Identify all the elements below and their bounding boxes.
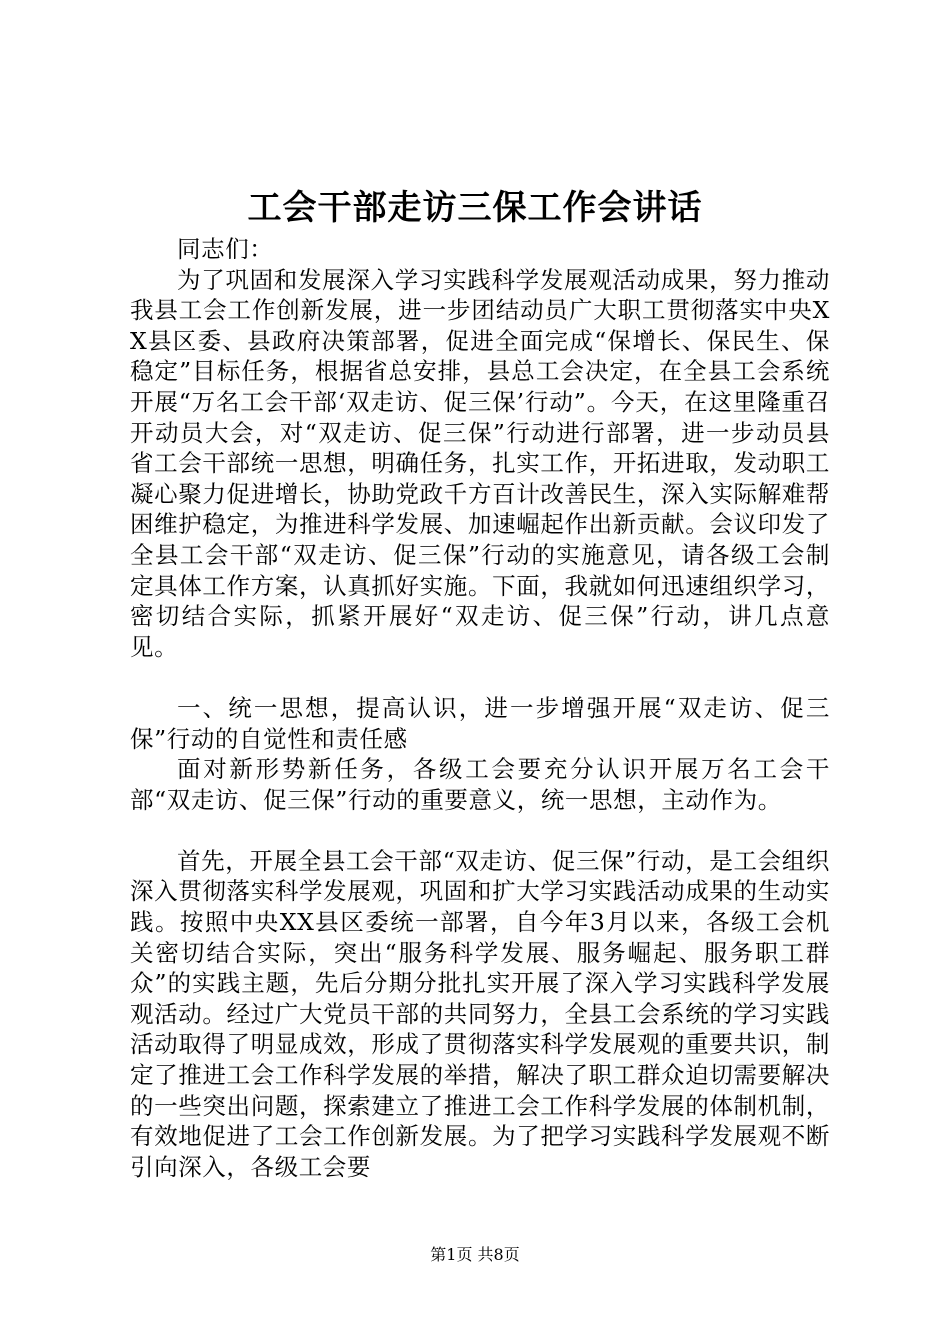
paragraph-section-1: 面对新形势新任务，各级工会要充分认识开展万名工会干部“双走访、促三保”行动的重要意义，统一思想，主动作为。 bbox=[130, 755, 830, 814]
document-body bbox=[130, 234, 830, 1182]
paragraph-spacer bbox=[130, 815, 830, 846]
salutation: 同志们： bbox=[177, 235, 274, 263]
page-footer: 第1页 共8页 bbox=[430, 1245, 520, 1264]
paragraph-intro: 为了巩固和发展深入学习实践科学发展观活动成果，努力推动我县工会工作创新发展，进一步团结动员广大职工贯彻落实中央XX县区委、县政府决策部署，促进全面完成“保增长、保民生、保稳定”目标任务，根据省总安排，县总工会决定，在全县工会系统开展“万名工会干部‘双走访、促三保’行动”。今天，在这里隆重召开动员大会，对“双走访、促三保”行动进行部署，进一步动员县省工会干部统一思想，明确任务，扎实工作，开拓进取，发动职工凝心聚力促进增长，协助党政千方百计改善民生，深入实际解难帮困维护稳定，为推进科学发展、加速崛起作出新贡献。会议印发了全县工会干部“双走访、促三保”行动的实施意见，请各级工会制定具体工作方案，认真抓好实施。下面，我就如何迅速组织学习，密切结合实际，抓紧开展好“双走访、促三保”行动，讲几点意见。 bbox=[130, 265, 830, 661]
paragraph-first-point: 首先，开展全县工会干部“双走访、促三保”行动，是工会组织深入贯彻落实科学发展观，巩固和扩大学习实践活动成果的生动实践。按照中央XX县区委统一部署，自今年3月以来，各级工会机关密切结合实际，突出“服务科学发展、服务崛起、服务职工群众”的实践主题，先后分期分批扎实开展了深入学习实践科学发展观活动。经过广大党员干部的共同努力，全县工会系统的学习实践活动取得了明显成效，形成了贯彻落实科学发展观的重要共识，制定了推进工会工作科学发展的举措，解决了职工群众迫切需要解决的一些突出问题，探索建立了推进工会工作科学发展的体制机制，有效地促进了工会工作创新发展。为了把学习实践科学发展观不断引向深入，各级工会要 bbox=[130, 846, 830, 1181]
section-heading-1: 一、统一思想，提高认识，进一步增强开展“双走访、促三保”行动的自觉性和责任感 bbox=[130, 693, 830, 753]
document-title: 工会干部走访三保工作会讲话 bbox=[247, 188, 703, 228]
paragraph-spacer bbox=[130, 662, 830, 693]
